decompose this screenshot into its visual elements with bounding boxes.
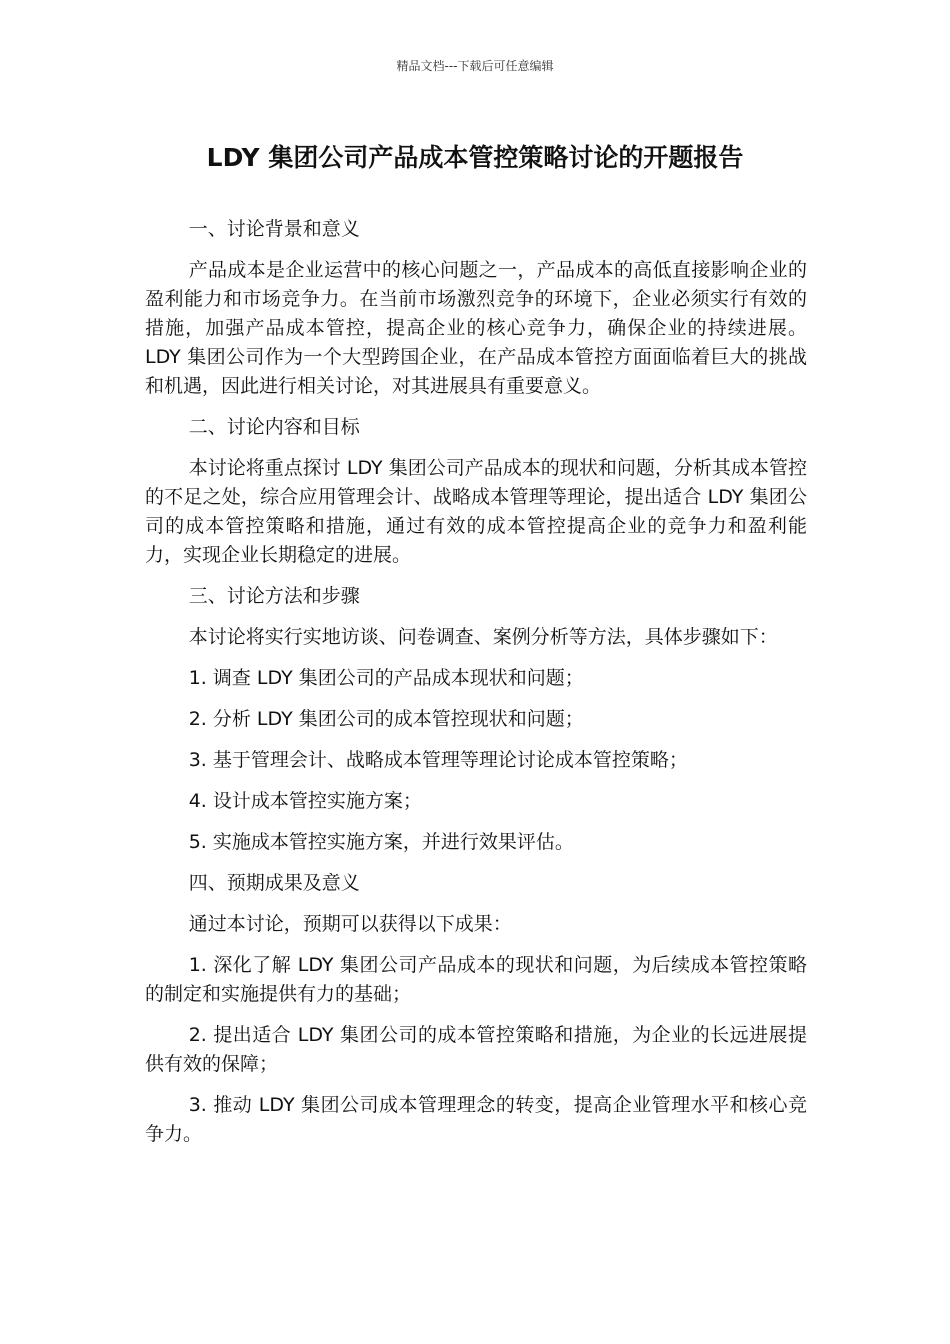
list-item: 3. 基于管理会计、战略成本管理等理论讨论成本管控策略； <box>188 749 688 771</box>
section-heading: 一、讨论背景和意义 <box>188 218 360 240</box>
list-item: 2. 提出适合 LDY 集团公司的成本管控策略和措施，为企业的长远进展提供有效的保障； <box>145 1024 807 1075</box>
page-header: 精品文档---下载后可任意编辑 <box>396 59 554 73</box>
list-item: 1. 调查 LDY 集团公司的产品成本现状和问题； <box>188 667 584 689</box>
paragraph: 产品成本是企业运营中的核心问题之一，产品成本的高低直接影响企业的盈利能力和市场竞争力。在当前市场激烈竞争的环境下，企业必须实行有效的措施，加强产品成本管控，提高企业的核心竞争力，确保企业的持续进展。LDY 集团公司作为一个大型跨国企业，在产品成本管控方面面临着巨大的挑战和机遇，因此进行相关讨论，对其进展具有重要意义。 <box>145 259 807 397</box>
list-item: 4. 设计成本管控实施方案； <box>188 790 422 812</box>
section-heading: 三、讨论方法和步骤 <box>188 585 360 607</box>
document-title: LDY 集团公司产品成本管控策略讨论的开题报告 <box>206 143 744 172</box>
section-heading: 四、预期成果及意义 <box>188 872 360 894</box>
paragraph: 本讨论将重点探讨 LDY 集团公司产品成本的现状和问题，分析其成本管控的不足之处，综合应用管理会计、战略成本管理等理论，提出适合 LDY 集团公司的成本管控策略和措施，通过有效的成本管控提高企业的竞争力和盈利能力，实现企业长期稳定的进展。 <box>145 457 807 566</box>
list-item: 2. 分析 LDY 集团公司的成本管控现状和问题； <box>188 708 584 730</box>
document-body <box>145 215 807 1161</box>
list-item: 3. 推动 LDY 集团公司成本管理理念的转变，提高企业管理水平和核心竞争力。 <box>145 1094 807 1145</box>
section-heading: 二、讨论内容和目标 <box>188 416 360 438</box>
list-item: 5. 实施成本管控实施方案，并进行效果评估。 <box>188 831 574 853</box>
list-item: 1. 深化了解 LDY 集团公司产品成本的现状和问题，为后续成本管控策略的制定和实施提供有力的基础； <box>145 954 807 1005</box>
paragraph: 通过本讨论，预期可以获得以下成果： <box>188 913 512 935</box>
paragraph: 本讨论将实行实地访谈、问卷调查、案例分析等方法，具体步骤如下： <box>188 626 778 648</box>
